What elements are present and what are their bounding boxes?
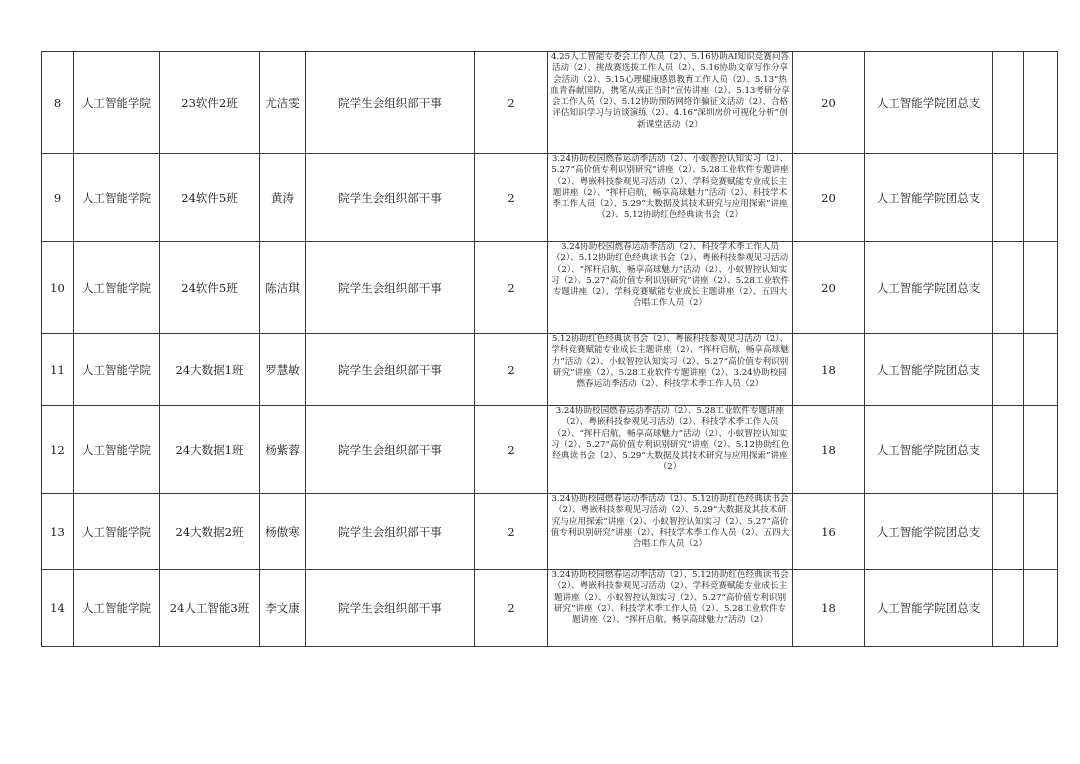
class-cell: 24人工智能3班 xyxy=(160,570,260,647)
table-row xyxy=(42,494,1058,570)
class-cell: 23软件2班 xyxy=(160,52,260,154)
empty-cell xyxy=(1024,406,1058,494)
student-name-cell: 杨紫蓉 xyxy=(260,406,306,494)
student-name-cell: 杨傲寒 xyxy=(260,494,306,570)
empty-cell xyxy=(993,242,1024,334)
table-row xyxy=(42,570,1058,647)
student-name-cell: 尤洁雯 xyxy=(260,52,306,154)
organization-cell: 人工智能学院团总支 xyxy=(865,242,993,334)
total-score-cell: 20 xyxy=(793,242,865,334)
college-cell: 人工智能学院 xyxy=(74,570,160,647)
class-cell: 24软件5班 xyxy=(160,242,260,334)
position-cell: 院学生会组织部干事 xyxy=(306,334,475,406)
row-number-cell: 14 xyxy=(42,570,74,647)
empty-cell xyxy=(993,334,1024,406)
total-score-cell: 20 xyxy=(793,52,865,154)
total-score-cell: 18 xyxy=(793,334,865,406)
activities-cell: 3.24协助校园燃春运动季活动（2）、5.12协助红色经典读书会（2）、粤嵌科技参观见习活动（2）、5.29“大数据及其技术研究与应用探索”讲座（2）、小蚁智控认知实习（2）、5.27“高价值专利识别研究”讲座（2）、科技学术季工作人员（2）、五四大合唱工作人员（2） xyxy=(548,494,793,570)
organization-cell: 人工智能学院团总支 xyxy=(865,570,993,647)
position-cell: 院学生会组织部干事 xyxy=(306,494,475,570)
class-cell: 24大数据1班 xyxy=(160,406,260,494)
position-cell: 院学生会组织部干事 xyxy=(306,52,475,154)
class-cell: 24大数据2班 xyxy=(160,494,260,570)
position-score-cell: 2 xyxy=(475,154,548,242)
position-cell: 院学生会组织部干事 xyxy=(306,406,475,494)
organization-cell: 人工智能学院团总支 xyxy=(865,406,993,494)
position-score-cell: 2 xyxy=(475,242,548,334)
position-cell: 院学生会组织部干事 xyxy=(306,242,475,334)
position-score-cell: 2 xyxy=(475,406,548,494)
table-row xyxy=(42,242,1058,334)
total-score-cell: 20 xyxy=(793,154,865,242)
total-score-cell: 16 xyxy=(793,494,865,570)
student-name-cell: 李文康 xyxy=(260,570,306,647)
row-number-cell: 12 xyxy=(42,406,74,494)
row-number-cell: 8 xyxy=(42,52,74,154)
student-name-cell: 黄涛 xyxy=(260,154,306,242)
college-cell: 人工智能学院 xyxy=(74,52,160,154)
empty-cell xyxy=(1024,52,1058,154)
activities-cell: 3.24协助校园燃春运动季活动（2）、科技学术季工作人员（2）、5.12协助红色经典读书会（2）、粤嵌科技参观见习活动（2）、“挥杆启航，畅享高球魅力”活动（2）、小蚁智控认知实习（2）、5.27“高价值专利识别研究”讲座（2）、5.28工业软件专题讲座（2）、学科竞赛赋能专业成长主题讲座（2）、五四大合唱工作人员（2） xyxy=(548,242,793,334)
table-body xyxy=(42,52,1058,647)
activities-cell: 3.24协助校园燃春运动季活动（2）、5.12协助红色经典读书会（2）、粤嵌科技参观见习活动（2）、学科竞赛赋能专业成长主题讲座（2）、小蚁智控认知实习（2）、5.27“高价值专利识别研究”讲座（2）、科技学术季工作人员（2）、5.28工业软件专题讲座（2）、“挥杆启航，畅享高球魅力”活动（2） xyxy=(548,570,793,647)
total-score-cell: 18 xyxy=(793,406,865,494)
activity-score-table xyxy=(41,51,1058,647)
total-score-cell: 18 xyxy=(793,570,865,647)
row-number-cell: 9 xyxy=(42,154,74,242)
table-row xyxy=(42,154,1058,242)
organization-cell: 人工智能学院团总支 xyxy=(865,52,993,154)
college-cell: 人工智能学院 xyxy=(74,406,160,494)
position-cell: 院学生会组织部干事 xyxy=(306,154,475,242)
activities-cell: 4.25人工智能专委会工作人员（2）、5.16协助AI知识竞赛问答活动（2）、挑战赛选拔工作人员（2）、5.16协助文章写作分享会活动（2）、5.15心理健康感恩教育工作人员（2）、5.13“热血青春献国防，携笔从戎正当时”宣传讲座（2）、5.13考研分享会工作人员（2）、5.12协助预防网络诈骗征文活动（2）、合格评估知识学习与访谈演练（2）、4.16“深圳房价可视化分析”创新课堂活动（2） xyxy=(548,52,793,154)
college-cell: 人工智能学院 xyxy=(74,334,160,406)
empty-cell xyxy=(993,406,1024,494)
row-number-cell: 11 xyxy=(42,334,74,406)
row-number-cell: 13 xyxy=(42,494,74,570)
table-row xyxy=(42,334,1058,406)
table-row xyxy=(42,406,1058,494)
empty-cell xyxy=(1024,334,1058,406)
college-cell: 人工智能学院 xyxy=(74,242,160,334)
table-row xyxy=(42,52,1058,154)
empty-cell xyxy=(993,52,1024,154)
position-score-cell: 2 xyxy=(475,494,548,570)
activities-cell: 3.24协助校园燃春运动季活动（2）、5.28工业软件专题讲座（2）、粤嵌科技参观见习活动（2）、科技学术季工作人员（2）、“挥杆启航，畅享高球魅力”活动（2）、小蚁智控认知实习（2）、5.27“高价值专利识别研究”讲座（2）、5.12协助红色经典读书会（2）、5.29“大数据及其技术研究与应用探索”讲座（2） xyxy=(548,406,793,494)
organization-cell: 人工智能学院团总支 xyxy=(865,494,993,570)
empty-cell xyxy=(1024,570,1058,647)
empty-cell xyxy=(993,570,1024,647)
row-number-cell: 10 xyxy=(42,242,74,334)
college-cell: 人工智能学院 xyxy=(74,494,160,570)
organization-cell: 人工智能学院团总支 xyxy=(865,154,993,242)
student-name-cell: 罗慧敏 xyxy=(260,334,306,406)
position-score-cell: 2 xyxy=(475,52,548,154)
class-cell: 24软件5班 xyxy=(160,154,260,242)
class-cell: 24大数据1班 xyxy=(160,334,260,406)
student-name-cell: 陈洁琪 xyxy=(260,242,306,334)
empty-cell xyxy=(1024,154,1058,242)
activities-cell: 3.24协助校园燃春运动季活动（2）、小蚁智控认知实习（2）、5.27“高价值专利识别研究”讲座（2）、5.28工业软件专题讲座（2）、粤嵌科技参观见习活动（2）、学科竞赛赋能专业成长主题讲座（2）、“挥杆启航，畅享高球魅力”活动（2）、科技学术季工作人员（2）、5.29“大数据及其技术研究与应用探索”讲座（2）、5.12协助红色经典读书会（2） xyxy=(548,154,793,242)
college-cell: 人工智能学院 xyxy=(74,154,160,242)
empty-cell xyxy=(1024,494,1058,570)
activities-cell: 5.12协助红色经典读书会（2）、粤嵌科技参观见习活动（2）、学科竞赛赋能专业成长主题讲座（2）、“挥杆启航，畅享高球魅力”活动（2）、小蚁智控认知实习（2）、5.27“高价值专利识别研究”讲座（2）、5.28工业软件专题讲座（2）、3.24协助校园燃春运动季活动（2）、科技学术季工作人员（2） xyxy=(548,334,793,406)
position-cell: 院学生会组织部干事 xyxy=(306,570,475,647)
empty-cell xyxy=(993,494,1024,570)
organization-cell: 人工智能学院团总支 xyxy=(865,334,993,406)
empty-cell xyxy=(993,154,1024,242)
position-score-cell: 2 xyxy=(475,570,548,647)
position-score-cell: 2 xyxy=(475,334,548,406)
empty-cell xyxy=(1024,242,1058,334)
